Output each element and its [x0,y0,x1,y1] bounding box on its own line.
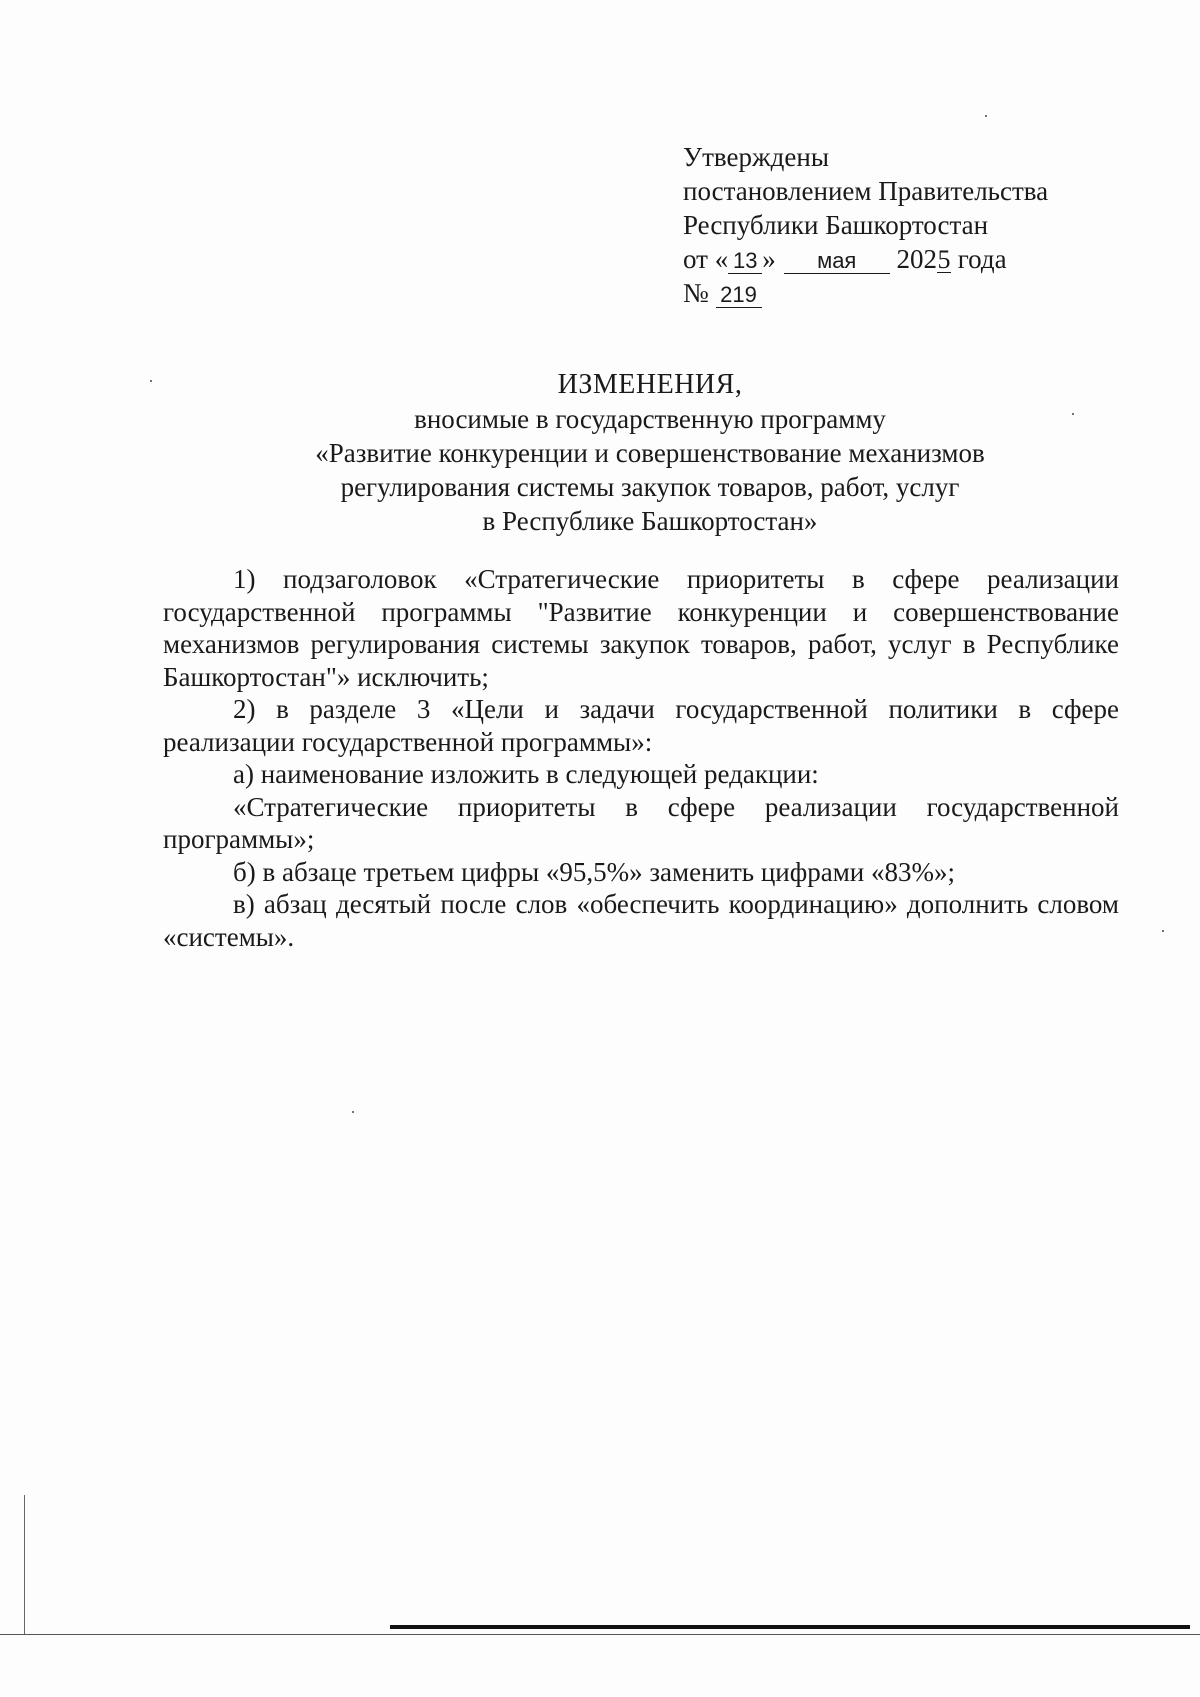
date-suffix: года [957,244,1007,274]
document-body [163,563,1119,953]
paragraph-1: 1) подзаголовок «Стратегические приоритеты в сфере реализации государственной программы "Развитие конкуренции и совершенствование механизмов регулирования системы закупок товаров, работ, услуг в Республике Башкортостан"» исключить; [163,564,1119,692]
paragraph-4: «Стратегические приоритеты в сфере реализации государственной программы»; [163,791,1119,854]
scan-speck [1072,413,1074,415]
scan-edge-bottom-thin [0,1634,1200,1635]
scan-speck [352,1111,354,1113]
date-day: 13 [728,249,762,274]
title-line-2: «Развитие конкуренции и совершенствование механизмов [315,438,985,468]
title-line-1: вносимые в государственную программу [414,404,886,434]
date-year-start: 202 [896,244,937,274]
approval-number [683,276,1153,310]
scan-edge-left [24,1495,25,1635]
paragraph-6: в) абзац десятый после слов «обеспечить координацию» дополнить словом «системы». [163,889,1119,952]
title-heading: ИЗМЕНЕНИЯ, [557,369,743,400]
date-prefix: от « [683,244,729,274]
number-value: 219 [716,283,762,308]
approval-line-republic: Республики Башкортостан [683,210,989,240]
number-prefix: № [683,278,709,308]
scan-edge-bottom [390,1625,1190,1629]
title-line-3: регулирования системы закупок товаров, работ, услуг [340,472,960,502]
approval-stamp [683,140,1153,310]
paragraph-3: а) наименование изложить в следующей редакции: [233,759,819,789]
date-mid: » [762,244,776,274]
approval-date [683,242,1153,276]
date-month: мая [784,249,890,274]
title-line-4: в Республике Башкортостан» [482,506,818,536]
paragraph-5: б) в абзаце третьем цифры «95,5%» заменить цифрами «83%»; [233,856,955,887]
scan-speck [1162,930,1164,932]
scan-speck [150,380,152,382]
scan-speck [985,115,987,117]
approval-line-approved: Утверждены [683,142,829,172]
date-year-end: 5 [937,245,951,274]
document-title [100,368,1200,538]
approval-line-resolution: постановлением Правительства [683,176,1049,206]
paragraph-2: 2) в разделе 3 «Цели и задачи государственной политики в сфере реализации государственной программы»: [163,694,1119,757]
